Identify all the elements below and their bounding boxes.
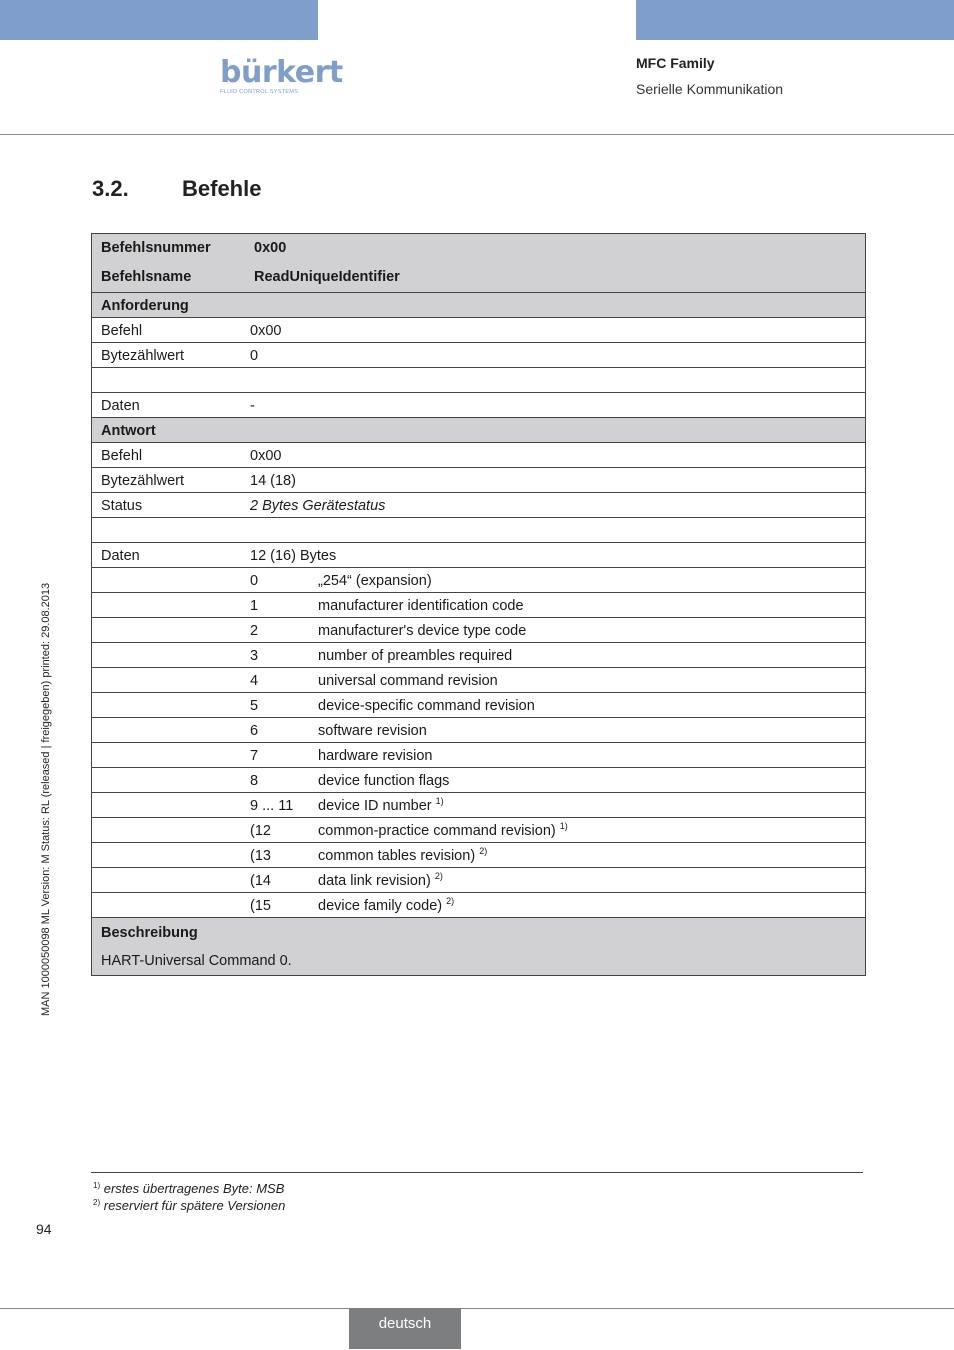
- footer-divider: [0, 1308, 954, 1309]
- byte-index: (14: [250, 873, 271, 889]
- description-block: [92, 917, 865, 975]
- row-value: 2 Bytes Gerätestatus: [250, 498, 386, 514]
- byte-index: (13: [250, 848, 271, 864]
- byte-row: [92, 892, 865, 917]
- section-number: 3.2.: [92, 176, 129, 201]
- byte-row: [92, 767, 865, 792]
- row-label: Daten: [101, 398, 140, 414]
- byte-description: [318, 773, 449, 789]
- row-label: Daten: [101, 548, 140, 564]
- logo-wordmark: bürkert: [220, 55, 343, 90]
- byte-text: device ID number: [318, 798, 432, 814]
- byte-index: 4: [250, 673, 259, 689]
- row-label: Bytezählwert: [101, 473, 185, 489]
- byte-index: 0: [250, 573, 259, 589]
- byte-text: software revision: [318, 723, 427, 739]
- header-accent-bar-right: [636, 0, 954, 40]
- byte-text: common tables revision): [318, 848, 476, 864]
- row-label: Bytezählwert: [101, 348, 185, 364]
- command-name-label: Befehlsname: [101, 269, 192, 285]
- row-value: 0: [250, 348, 259, 364]
- byte-row: [92, 842, 865, 867]
- byte-text: manufacturer identification code: [318, 598, 524, 614]
- command-header: [92, 234, 865, 292]
- table-row: [92, 392, 865, 417]
- header-subtitle: Serielle Kommunikation: [636, 81, 784, 97]
- header-title: MFC Family: [636, 55, 715, 71]
- byte-text: „254“ (expansion): [318, 573, 432, 589]
- footnote-ref: 1): [559, 821, 568, 831]
- byte-row: [92, 692, 865, 717]
- description-text: HART-Universal Command 0.: [101, 953, 292, 969]
- byte-description: [318, 873, 443, 889]
- command-name-value: ReadUniqueIdentifier: [254, 269, 400, 285]
- footnote-ref: 2): [479, 846, 488, 856]
- byte-text: data link revision): [318, 873, 431, 889]
- row-value: 0x00: [250, 323, 282, 339]
- byte-description: [318, 673, 498, 689]
- byte-index: 5: [250, 698, 259, 714]
- byte-description: [318, 723, 427, 739]
- byte-description: [318, 823, 568, 839]
- row-label: Befehl: [101, 323, 143, 339]
- header-divider: [0, 134, 954, 135]
- byte-index: (12: [250, 823, 271, 839]
- byte-description: [318, 848, 487, 864]
- table-row-empty: [92, 367, 865, 392]
- language-tab[interactable]: deutsch: [349, 1308, 461, 1349]
- byte-index: 7: [250, 748, 259, 764]
- command-number-label: Befehlsnummer: [101, 240, 211, 256]
- command-table: [91, 233, 866, 976]
- byte-text: hardware revision: [318, 748, 433, 764]
- byte-text: device family code): [318, 898, 443, 914]
- document-metadata-vertical: MAN 1000050098 ML Version: M Status: RL (released | freigegeben) printed: 29.08.2013: [40, 582, 52, 1016]
- footnote-2: [93, 1198, 285, 1213]
- footnote-mark: 1): [93, 1181, 101, 1190]
- byte-row: [92, 742, 865, 767]
- description-heading: Beschreibung: [101, 925, 198, 941]
- footnote-divider: [91, 1172, 863, 1173]
- footnote-ref: 2): [446, 896, 455, 906]
- logo-tagline: FLUID CONTROL SYSTEMS: [220, 89, 299, 95]
- byte-text: device function flags: [318, 773, 450, 789]
- table-row: [92, 317, 865, 342]
- byte-row: [92, 567, 865, 592]
- table-row: [92, 442, 865, 467]
- byte-description: [318, 748, 432, 764]
- byte-row: [92, 717, 865, 742]
- footnote-ref: 1): [435, 796, 444, 806]
- byte-description: [318, 573, 432, 589]
- footnote-mark: 2): [93, 1198, 101, 1207]
- byte-row: [92, 592, 865, 617]
- request-heading-row: [92, 292, 865, 317]
- byte-index: 1: [250, 598, 259, 614]
- byte-description: [318, 648, 512, 664]
- byte-description: [318, 598, 524, 614]
- page-number: 94: [36, 1221, 52, 1237]
- byte-index: 8: [250, 773, 259, 789]
- footnote-text: reserviert für spätere Versionen: [103, 1198, 286, 1213]
- header-accent-bar-left: [0, 0, 318, 40]
- footnote-text: erstes übertragenes Byte: MSB: [103, 1181, 285, 1196]
- table-row: [92, 342, 865, 367]
- byte-row: [92, 617, 865, 642]
- byte-description: [318, 623, 526, 639]
- footnote-ref: 2): [434, 871, 443, 881]
- table-row: [92, 492, 865, 517]
- burkert-logo: [220, 55, 343, 95]
- request-heading: Anforderung: [101, 298, 189, 314]
- byte-index: 2: [250, 623, 259, 639]
- table-row: [92, 542, 865, 567]
- section-title: Befehle: [182, 176, 262, 201]
- byte-description: [318, 798, 444, 814]
- byte-index: 9 ... 11: [250, 798, 294, 814]
- row-label: Befehl: [101, 448, 143, 464]
- byte-index: 3: [250, 648, 259, 664]
- byte-text: universal command revision: [318, 673, 498, 689]
- response-heading-row: [92, 417, 865, 442]
- row-value: 14 (18): [250, 473, 296, 489]
- row-value: -: [250, 398, 255, 414]
- byte-text: manufacturer's device type code: [318, 623, 527, 639]
- table-row-empty: [92, 517, 865, 542]
- table-row: [92, 467, 865, 492]
- byte-index: 6: [250, 723, 259, 739]
- byte-index: (15: [250, 898, 271, 914]
- byte-row: [92, 667, 865, 692]
- byte-row: [92, 642, 865, 667]
- byte-row: [92, 792, 865, 817]
- row-value: 0x00: [250, 448, 282, 464]
- byte-description: [318, 698, 535, 714]
- byte-description: [318, 898, 454, 914]
- response-heading: Antwort: [101, 423, 156, 439]
- row-label: Status: [101, 498, 143, 514]
- byte-row: [92, 817, 865, 842]
- row-value: 12 (16) Bytes: [250, 548, 337, 564]
- command-number-value: 0x00: [254, 240, 287, 256]
- byte-row: [92, 867, 865, 892]
- byte-text: device-specific command revision: [318, 698, 535, 714]
- footnote-1: [93, 1181, 284, 1196]
- byte-text: number of preambles required: [318, 648, 513, 664]
- byte-text: common-practice command revision): [318, 823, 556, 839]
